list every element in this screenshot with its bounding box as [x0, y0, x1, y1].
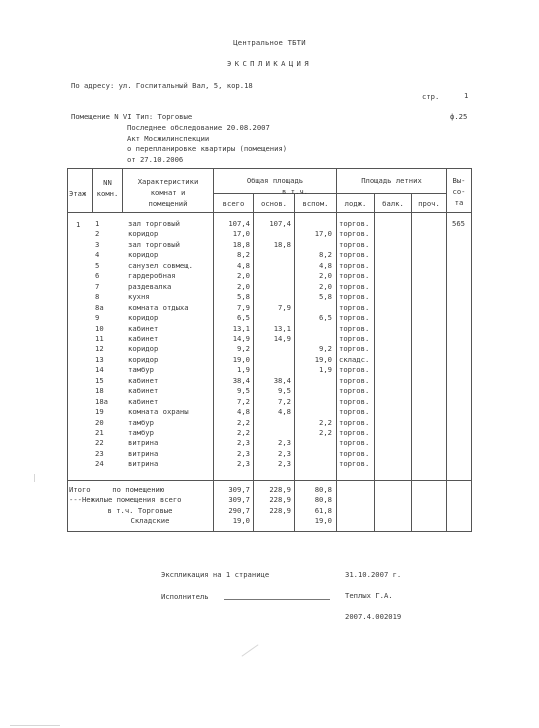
area-total: 8,2: [237, 250, 250, 259]
room-number: 19: [95, 407, 104, 416]
col-header-balcony: балк.: [382, 199, 404, 208]
room-name: кабинет: [128, 324, 159, 333]
col-header-height-2: со-: [452, 187, 466, 196]
form-code: ф.25: [450, 112, 468, 121]
area-aux: 6,5: [319, 313, 332, 322]
area-total: 2,2: [237, 428, 250, 437]
room-name: санузел совмещ.: [128, 261, 193, 270]
area-aux: 5,8: [319, 292, 332, 301]
totals-area-aux: 61,8: [314, 506, 332, 515]
doc-title: ЭКСПЛИКАЦИЯ: [227, 59, 312, 68]
area-total: 6,5: [237, 313, 250, 322]
pages-note: Экспликация на 1 странице: [161, 570, 270, 579]
area-total: 2,3: [237, 459, 250, 468]
room-name: кабинет: [128, 386, 159, 395]
room-purpose: торгов.: [339, 449, 370, 458]
room-name: кабинет: [128, 376, 159, 385]
area-total: 5,8: [237, 292, 250, 301]
area-aux: 2,2: [319, 418, 332, 427]
area-aux: 4,8: [319, 261, 332, 270]
room-purpose: торгов.: [339, 407, 370, 416]
doc-date: 31.10.2007 г.: [345, 570, 402, 579]
room-number: 21: [95, 428, 104, 437]
room-number: 2: [95, 229, 100, 238]
totals-area-aux: 19,0: [314, 516, 332, 525]
room-purpose: торгов.: [339, 324, 370, 333]
col-header-all: всего: [222, 199, 245, 208]
room-name: коридор: [128, 250, 159, 259]
area-main: 9,5: [278, 386, 291, 395]
totals-area-total: 309,7: [228, 495, 250, 504]
totals-area-total: 309,7: [228, 485, 250, 494]
area-main: 4,8: [278, 407, 291, 416]
room-number: 5: [95, 261, 100, 270]
col-header-char-2: комнат и: [150, 188, 186, 197]
area-total: 4,8: [237, 407, 250, 416]
room-name: тамбур: [128, 365, 154, 374]
room-purpose: торгов.: [339, 334, 370, 343]
room-purpose: торгов.: [339, 438, 370, 447]
totals-area-aux: 80,8: [314, 495, 332, 504]
room-name: зал торговый: [128, 240, 180, 249]
room-purpose: торгов.: [339, 386, 370, 395]
room-number: 8: [95, 292, 100, 301]
col-header-main: основ.: [261, 199, 287, 208]
area-total: 2,3: [237, 438, 250, 447]
totals-label: Итого по помещению: [69, 485, 165, 494]
room-number: 10: [95, 324, 104, 333]
totals-label: Складские: [130, 516, 170, 525]
col-header-aux: вспом.: [302, 199, 329, 208]
room-purpose: складс.: [339, 355, 370, 364]
executor-name: Теплых Г.А.: [345, 591, 393, 600]
area-aux: 2,0: [319, 282, 332, 291]
area-aux: 17,0: [314, 229, 332, 238]
col-header-char-3: помещений: [148, 199, 188, 208]
room-name: комната охраны: [128, 407, 189, 416]
room-name: коридор: [128, 355, 159, 364]
room-number: 9: [95, 313, 100, 322]
executor-label: Исполнитель: [161, 592, 209, 601]
room-name: комната отдыха: [128, 303, 189, 312]
area-main: 107,4: [269, 219, 291, 228]
room-name: тамбур: [128, 418, 154, 427]
room-number: 20: [95, 418, 104, 427]
room-name: коридор: [128, 313, 159, 322]
area-main: 2,3: [278, 459, 291, 468]
area-aux: 19,0: [314, 355, 332, 364]
area-aux: 2,2: [319, 428, 332, 437]
room-number: 22: [95, 438, 104, 447]
room-name: тамбур: [128, 428, 154, 437]
room-number: 3: [95, 240, 100, 249]
room-number: 8а: [95, 303, 104, 312]
room-purpose: торгов.: [339, 376, 370, 385]
area-total: 2,0: [237, 282, 250, 291]
room-number: 11: [95, 334, 104, 343]
totals-area-main: 228,9: [269, 495, 291, 504]
room-name: коридор: [128, 229, 159, 238]
scan-mark: [10, 725, 60, 726]
totals-area-main: 228,9: [269, 506, 291, 515]
room-name: витрина: [128, 438, 159, 447]
area-total: 1,9: [237, 365, 250, 374]
area-total: 2,2: [237, 418, 250, 427]
room-purpose: торгов.: [339, 313, 370, 322]
area-main: 7,2: [278, 397, 291, 406]
totals-area-total: 290,7: [228, 506, 250, 515]
room-name: кабинет: [128, 397, 159, 406]
room-purpose: торгов.: [339, 459, 370, 468]
room-purpose: торгов.: [339, 271, 370, 280]
page-label: стр.: [422, 92, 440, 101]
area-total: 18,8: [232, 240, 250, 249]
area-main: 7,9: [278, 303, 291, 312]
survey-line: Последнее обследование 20.08.2007: [127, 123, 270, 132]
area-total: 9,2: [237, 344, 250, 353]
room-number: 15: [95, 376, 104, 385]
totals-label: в т.ч. Торговые: [107, 506, 173, 515]
room-purpose: торгов.: [339, 303, 370, 312]
area-main: 13,1: [273, 324, 291, 333]
room-number: 6: [95, 271, 100, 280]
room-number: 13: [95, 355, 104, 364]
act-line-3: от 27.10.2006: [127, 155, 184, 164]
room-name: раздевалка: [128, 282, 172, 291]
room-number: 14: [95, 365, 104, 374]
area-total: 7,9: [237, 303, 250, 312]
col-header-loggia: лодж.: [344, 199, 367, 208]
col-header-room: комн.: [96, 189, 119, 198]
room-number: 7: [95, 282, 100, 291]
area-total: 9,5: [237, 386, 250, 395]
room-purpose: торгов.: [339, 219, 370, 228]
totals-label: ---Нежилые помещения всего: [69, 495, 182, 504]
col-header-total-area: Общая площадь: [246, 176, 304, 185]
area-main: 2,3: [278, 449, 291, 458]
signature-line: [224, 599, 330, 600]
room-purpose: торгов.: [339, 240, 370, 249]
col-header-char-1: Характеристики: [137, 177, 199, 186]
room-name: витрина: [128, 449, 159, 458]
room-number: 4: [95, 250, 100, 259]
scan-mark: [242, 644, 259, 656]
room-name: витрина: [128, 459, 159, 468]
room-purpose: торгов.: [339, 418, 370, 427]
room-number: 1: [95, 219, 100, 228]
area-total: 14,9: [232, 334, 250, 343]
room-number: 12: [95, 344, 104, 353]
scan-mark: [34, 474, 35, 482]
height-value: 565: [452, 219, 465, 228]
room-number: 24: [95, 459, 104, 468]
col-header-height-3: та: [454, 198, 464, 207]
room-number: 18: [95, 386, 104, 395]
act-line-2: о перепланировке квартиры (помещения): [127, 144, 288, 153]
area-main: 2,3: [278, 438, 291, 447]
col-header-other: проч.: [418, 199, 440, 208]
col-header-floor: Этаж: [69, 189, 87, 198]
area-total: 13,1: [232, 324, 250, 333]
room-purpose: торгов.: [339, 292, 370, 301]
room-name: зал торговый: [128, 219, 180, 228]
room-purpose: торгов.: [339, 261, 370, 270]
col-header-incl: в т.ч.: [282, 187, 308, 196]
room-number: 18а: [95, 397, 108, 406]
totals-area-total: 19,0: [232, 516, 250, 525]
room-purpose: торгов.: [339, 428, 370, 437]
area-total: 107,4: [228, 219, 250, 228]
room-name: кабинет: [128, 334, 159, 343]
area-main: 14,9: [273, 334, 291, 343]
totals-area-aux: 80,8: [314, 485, 332, 494]
act-line-1: Акт Мосжилинспекции: [127, 134, 210, 143]
room-name: гардеробная: [128, 271, 176, 280]
area-total: 2,3: [237, 449, 250, 458]
area-aux: 9,2: [319, 344, 332, 353]
room-purpose: торгов.: [339, 365, 370, 374]
area-total: 19,0: [232, 355, 250, 364]
area-aux: 2,0: [319, 271, 332, 280]
col-header-nn: NN: [103, 178, 112, 187]
room-purpose: торгов.: [339, 229, 370, 238]
floor-value: 1: [76, 220, 81, 229]
area-aux: 8,2: [319, 250, 332, 259]
address-line: По адресу: ул. Госпитальный Вал, 5, кор.18: [71, 81, 253, 90]
col-header-summer: Площадь летних: [361, 176, 422, 185]
room-purpose: торгов.: [339, 344, 370, 353]
area-total: 2,0: [237, 271, 250, 280]
area-total: 17,0: [232, 229, 250, 238]
room-number: 23: [95, 449, 104, 458]
page-number: 1: [464, 91, 469, 100]
area-total: 7,2: [237, 397, 250, 406]
room-purpose: торгов.: [339, 282, 370, 291]
col-header-height-1: Вы-: [452, 176, 466, 185]
area-main: 18,8: [273, 240, 291, 249]
area-aux: 1,9: [319, 365, 332, 374]
area-main: 38,4: [273, 376, 291, 385]
org-name: Центральное ТБТИ: [233, 38, 306, 47]
totals-area-main: 228,9: [269, 485, 291, 494]
room-name: коридор: [128, 344, 159, 353]
room-purpose: торгов.: [339, 397, 370, 406]
doc-number: 2007.4.002019: [345, 612, 402, 621]
room-purpose: торгов.: [339, 250, 370, 259]
room-type-line: Помещение N VI Тип: Торговые: [71, 112, 193, 121]
area-total: 38,4: [232, 376, 250, 385]
area-total: 4,8: [237, 261, 250, 270]
room-name: кухня: [128, 292, 150, 301]
